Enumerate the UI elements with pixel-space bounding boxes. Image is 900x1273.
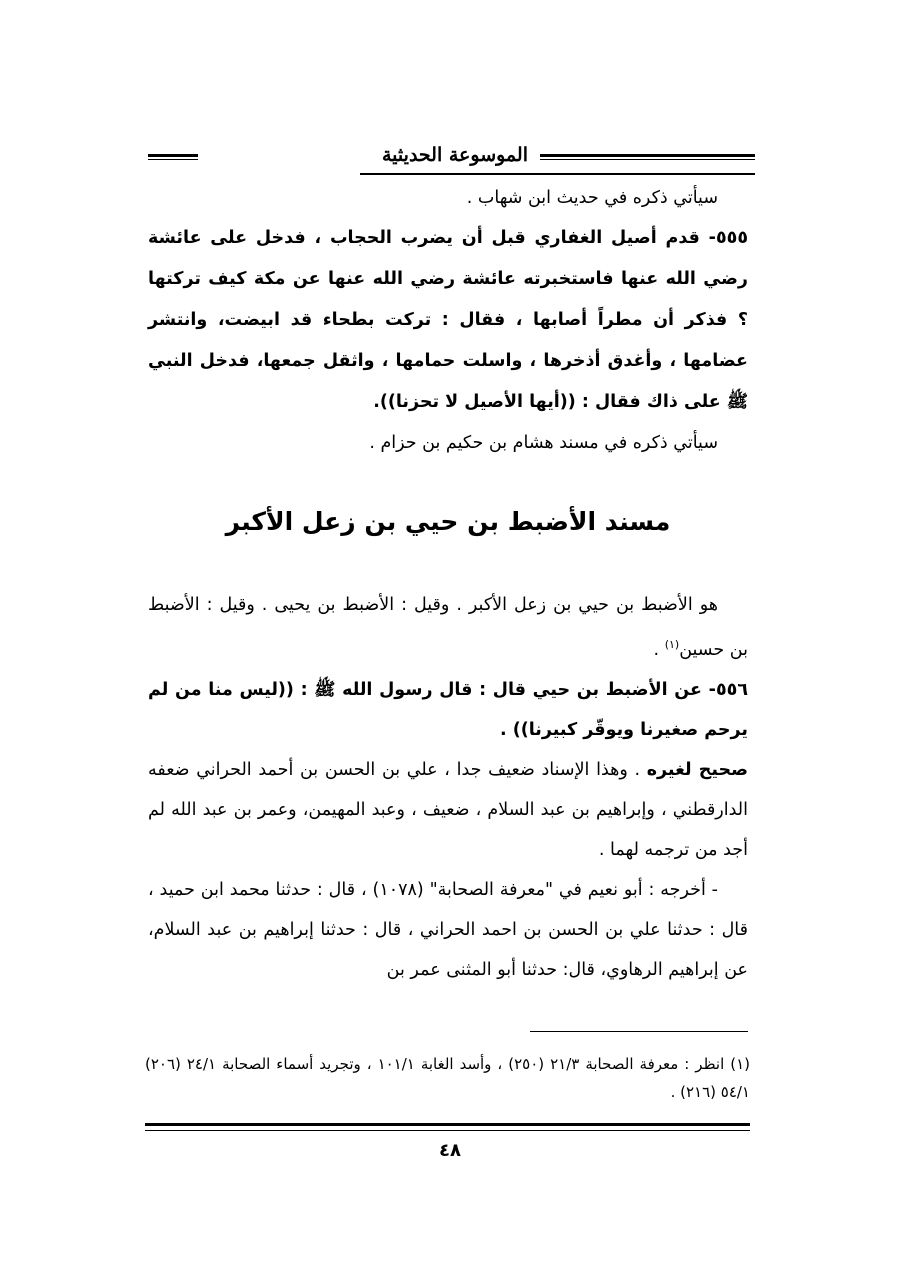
header-title: الموسوعة الحديثية — [155, 140, 755, 170]
section-title: مسند الأضبط بن حيي بن زعل الأكبر — [225, 507, 671, 536]
footer-rule-thin — [145, 1130, 750, 1131]
section-body — [148, 585, 748, 990]
header-underline — [360, 173, 755, 175]
reference-line: سيأتي ذكره في حديث ابن شهاب . — [466, 188, 718, 208]
page-number: ٤٨ — [439, 1140, 461, 1161]
footnote-ref: (١) — [664, 638, 680, 651]
grading-paragraph: صحيح لغيره . وهذا الإسناد ضعيف جدا ، علي بن الحسن بن أحمد الحراني ضعفه الدارقطني ، وإبراهيم بن عبد السلام ، ضعيف ، وعبد المهيمن، وعمر بن عبد الله لم أجد من ترجمه لهما . — [148, 759, 749, 860]
takhrij-paragraph: - أخرجه : أبو نعيم في "معرفة الصحابة" (١٠٧٨) ، قال : حدثنا محمد ابن حميد ، قال : حدثنا علي بن الحسن بن احمد الحراني ، قال : حدثنا إبراهيم بن عبد السلام، عن إبراهيم الرهاوي، قال: حدثنا أبو المثنى عمر بن — [148, 879, 748, 980]
footnote-separator — [530, 1031, 748, 1032]
hadith-555: ٥٥٥- قدم أصيل الغفاري قبل أن يضرب الحجاب ، فدخل على عائشة رضي الله عنها فاستخبرته عائشة رضي الله عنها عن مكة كيف تركتها ؟ فذكر أن مطراً أصابها ، فقال : تركت بطحاء قد ابيضت، وانتشر عضامها ، وأغدق أذخرها ، واسلت حمامها ، واثقل جمعها، فدخل النبي ﷺ على ذاك فقال : ((أيها الأصيل لا تحزنا)). — [148, 228, 748, 412]
grade-label: صحيح لغيره — [646, 759, 749, 780]
footnote: (١) انظر : معرفة الصحابة ٢١/٣ (٢٥٠) ، وأسد الغابة ١٠١/١ ، وتجريد أسماء الصحابة ٢٤/١ (٢٠٦) ٥٤/١ (٢١٦) . — [145, 1055, 750, 1101]
hadith-556: ٥٥٦- عن الأضبط بن حيي قال : قال رسول الله ﷺ : ((ليس منا من لم يرحم صغيرنا ويوقّر كبيرنا)) . — [148, 679, 748, 740]
reference-line-2: سيأتي ذكره في مسند هشام بن حكيم بن حزام . — [369, 433, 718, 453]
top-block — [148, 178, 748, 463]
section-intro: هو الأضبط بن حيي بن زعل الأكبر . وقيل : الأضبط بن يحيى . وقيل : الأضبط بن حسين$^{(١)}$ . — [148, 595, 748, 660]
running-header — [148, 140, 755, 174]
footer-rule-thick — [145, 1123, 750, 1126]
